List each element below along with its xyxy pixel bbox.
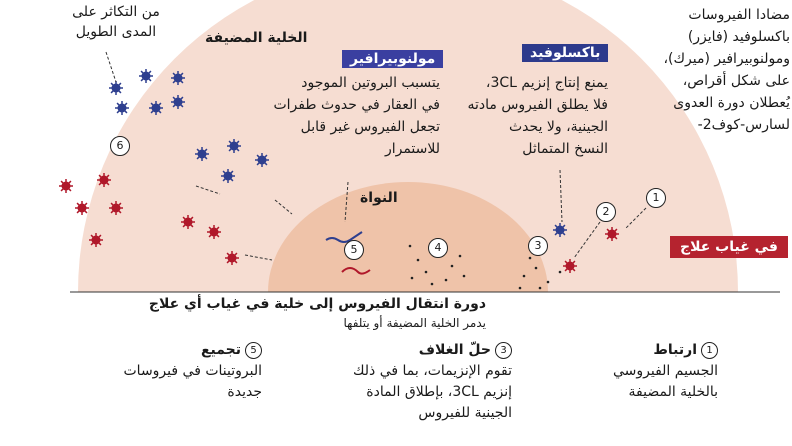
antivirals-line: ومولنوبيرافير (ميرك)، (663, 51, 790, 67)
legend-step-5-heading: تجميع (200, 342, 241, 358)
virus-particle (181, 215, 195, 229)
genetic-material-dot (523, 275, 526, 278)
legend-step-1-heading: ارتباط (653, 342, 697, 358)
molnupiravir-tag: مولنوبيرافير (342, 50, 443, 68)
virus-particle (139, 69, 153, 83)
genetic-material-dot (529, 257, 532, 260)
legend-subtitle: يدمر الخلية المضيفة أو يتلفها (343, 316, 486, 330)
paxlovid-text (440, 72, 608, 160)
genetic-material-dot (463, 275, 466, 278)
antivirals-line: مضادا الفيروسات (688, 7, 790, 23)
genetic-material-dot (459, 255, 462, 258)
legend-step-3-title (300, 340, 512, 361)
genetic-material-dot (445, 279, 448, 282)
legend-step-5-number: 5 (245, 342, 262, 359)
legend-step-5 (90, 340, 262, 403)
paxlovid-tag: باكسلوفيد (522, 44, 608, 62)
legend-step-3-line: إنزيم 3CL، بإطلاق المادة (366, 384, 512, 400)
genetic-material-dot (417, 259, 420, 262)
molnupiravir-text (260, 72, 440, 160)
step-1-marker: 1 (646, 188, 666, 208)
legend-title: دورة انتقال الفيروس إلى خلية في غياب أي علاج (148, 296, 486, 312)
genetic-material-dot (411, 277, 414, 280)
host-cell-label: الخلية المضيفة (205, 30, 308, 46)
virus-particle (225, 251, 239, 265)
legend-step-3 (300, 340, 512, 424)
virus-particle (207, 225, 221, 239)
molnupiravir-line: في العقار في حدوث طفرات (273, 97, 440, 113)
step-6-marker: 6 (110, 136, 130, 156)
virus-particle (221, 169, 235, 183)
top-left-note-line: المدى الطويل (75, 24, 157, 40)
step-2-marker: 2 (596, 202, 616, 222)
molnupiravir-line: للاستمرار (384, 141, 440, 157)
legend-step-5-title (90, 340, 262, 361)
legend-step-1 (568, 340, 718, 403)
legend-step-1-title (568, 340, 718, 361)
genetic-material-dot (539, 287, 542, 290)
antivirals-line: لسارس-كوف2- (697, 117, 790, 133)
legend-step-3-heading: حلّ الغلاف (418, 342, 491, 358)
virus-particle (195, 147, 209, 161)
genetic-material-dot (519, 287, 522, 290)
antivirals-note (630, 4, 790, 136)
genetic-material-dot (451, 265, 454, 268)
virus-particle (115, 101, 129, 115)
virus-particle (59, 179, 73, 193)
virus-particle (89, 233, 103, 247)
paxlovid-line: فلا يطلق الفيروس مادته (467, 97, 608, 113)
antivirals-line: يُعطلان دورة العدوى (673, 95, 790, 111)
legend-step-3-line: تقوم الإنزيمات، بما في ذلك (352, 363, 512, 379)
step-3-marker: 3 (528, 236, 548, 256)
virus-particle (97, 173, 111, 187)
virus-particle (553, 223, 567, 237)
virus-particle (149, 101, 163, 115)
genetic-material-dot (559, 271, 562, 274)
genetic-material-dot (547, 281, 550, 284)
top-left-note (60, 2, 172, 42)
virus-particle (605, 227, 619, 241)
legend-step-1-line: بالخلية المضيفة (628, 384, 718, 400)
legend-step-5-line: البروتينات في فيروسات (123, 363, 262, 379)
genetic-material-dot (425, 271, 428, 274)
legend-step-3-number: 3 (495, 342, 512, 359)
paxlovid-line: يمنع إنتاج إنزيم 3CL، (485, 75, 608, 91)
step-4-marker: 4 (428, 238, 448, 258)
legend-step-1-number: 1 (701, 342, 718, 359)
molnupiravir-line: تجعل الفيروس غير قابل (300, 119, 440, 135)
molnupiravir-line: يتسبب البروتين الموجود (301, 75, 440, 91)
antivirals-line: على شكل أقراص، (682, 73, 790, 89)
paxlovid-line: الجينية، ولا يحدث (509, 119, 608, 135)
top-left-note-line: من التكاثر على (72, 4, 160, 20)
antivirals-line: باكسلوفيد (فايزر) (687, 29, 790, 45)
genetic-material-dot (535, 267, 538, 270)
no-treatment-tag: في غياب علاج (670, 236, 788, 258)
virus-particle (227, 139, 241, 153)
legend-step-5-line: جديدة (227, 384, 262, 400)
genetic-material-dot (431, 283, 434, 286)
virus-particle (109, 201, 123, 215)
legend-step-1-line: الجسيم الفيروسي (612, 363, 718, 379)
virus-particle (109, 81, 123, 95)
paxlovid-line: النسخ المتماثل (522, 141, 608, 157)
virus-particle (563, 259, 577, 273)
virus-particle (171, 71, 185, 85)
genetic-material-dot (409, 245, 412, 248)
nucleus-label: النواة (360, 190, 398, 206)
step-5-marker: 5 (344, 240, 364, 260)
virus-particle (75, 201, 89, 215)
legend-step-3-line: الجينية للفيروس (418, 405, 512, 421)
virus-particle (171, 95, 185, 109)
